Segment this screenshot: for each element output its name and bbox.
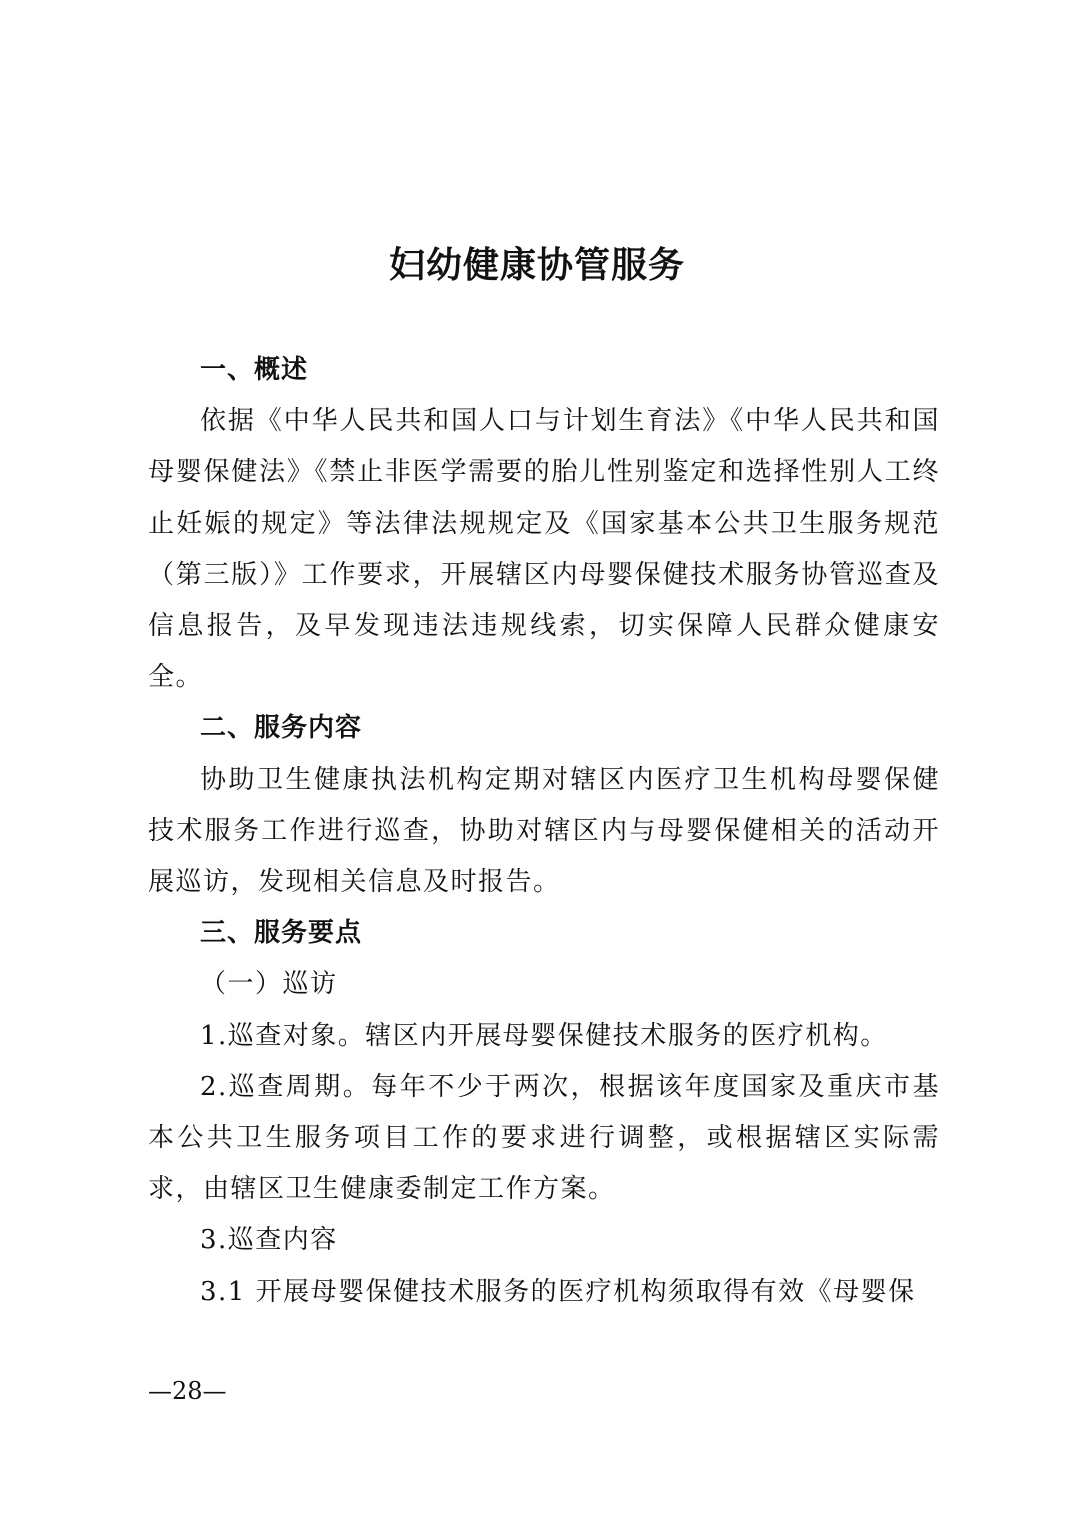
section-heading-overview: 一、概述 <box>200 355 309 385</box>
section-heading-service-content: 二、服务内容 <box>200 713 363 744</box>
paragraph-patrol-content-3-1: 3.1 开展母婴保健技术服务的医疗机构须取得有效《母婴保 <box>200 1276 916 1307</box>
paragraph-overview: 依据《中华人民共和国人口与计划生育法》《中华人民共和国母婴保健法》《禁止非医学需要的胎儿性别鉴定和选择性别人工终止妊娠的规定》等法律法规规定及《国家基本公共卫生服务规范（第三版）》工作要求，开展辖区内母婴保健技术服务协管巡查及信息报告，及早发现违法违规线索，切实保障人民群众健康安全。 <box>148 406 940 693</box>
subheading-patrol: （一）巡访 <box>200 969 338 1000</box>
document-title: 妇幼健康协管服务 <box>388 245 685 286</box>
paragraph-patrol-cycle: 2.巡查周期。每年不少于两次，根据该年度国家及重庆市基本公共卫生服务项目工作的要求进行调整，或根据辖区实际需求，由辖区卫生健康委制定工作方案。 <box>148 1071 940 1205</box>
paragraph-patrol-content: 3.巡查内容 <box>200 1225 338 1256</box>
document-body <box>148 345 940 1318</box>
paragraph-service-content: 协助卫生健康执法机构定期对辖区内医疗卫生机构母婴保健技术服务工作进行巡查，协助对辖区内与母婴保健相关的活动开展巡访，发现相关信息及时报告。 <box>148 764 940 898</box>
paragraph-patrol-target: 1.巡查对象。辖区内开展母婴保健技术服务的医疗机构。 <box>200 1020 888 1051</box>
section-heading-service-points: 三、服务要点 <box>200 918 363 949</box>
page-number: —28— <box>148 1377 227 1405</box>
